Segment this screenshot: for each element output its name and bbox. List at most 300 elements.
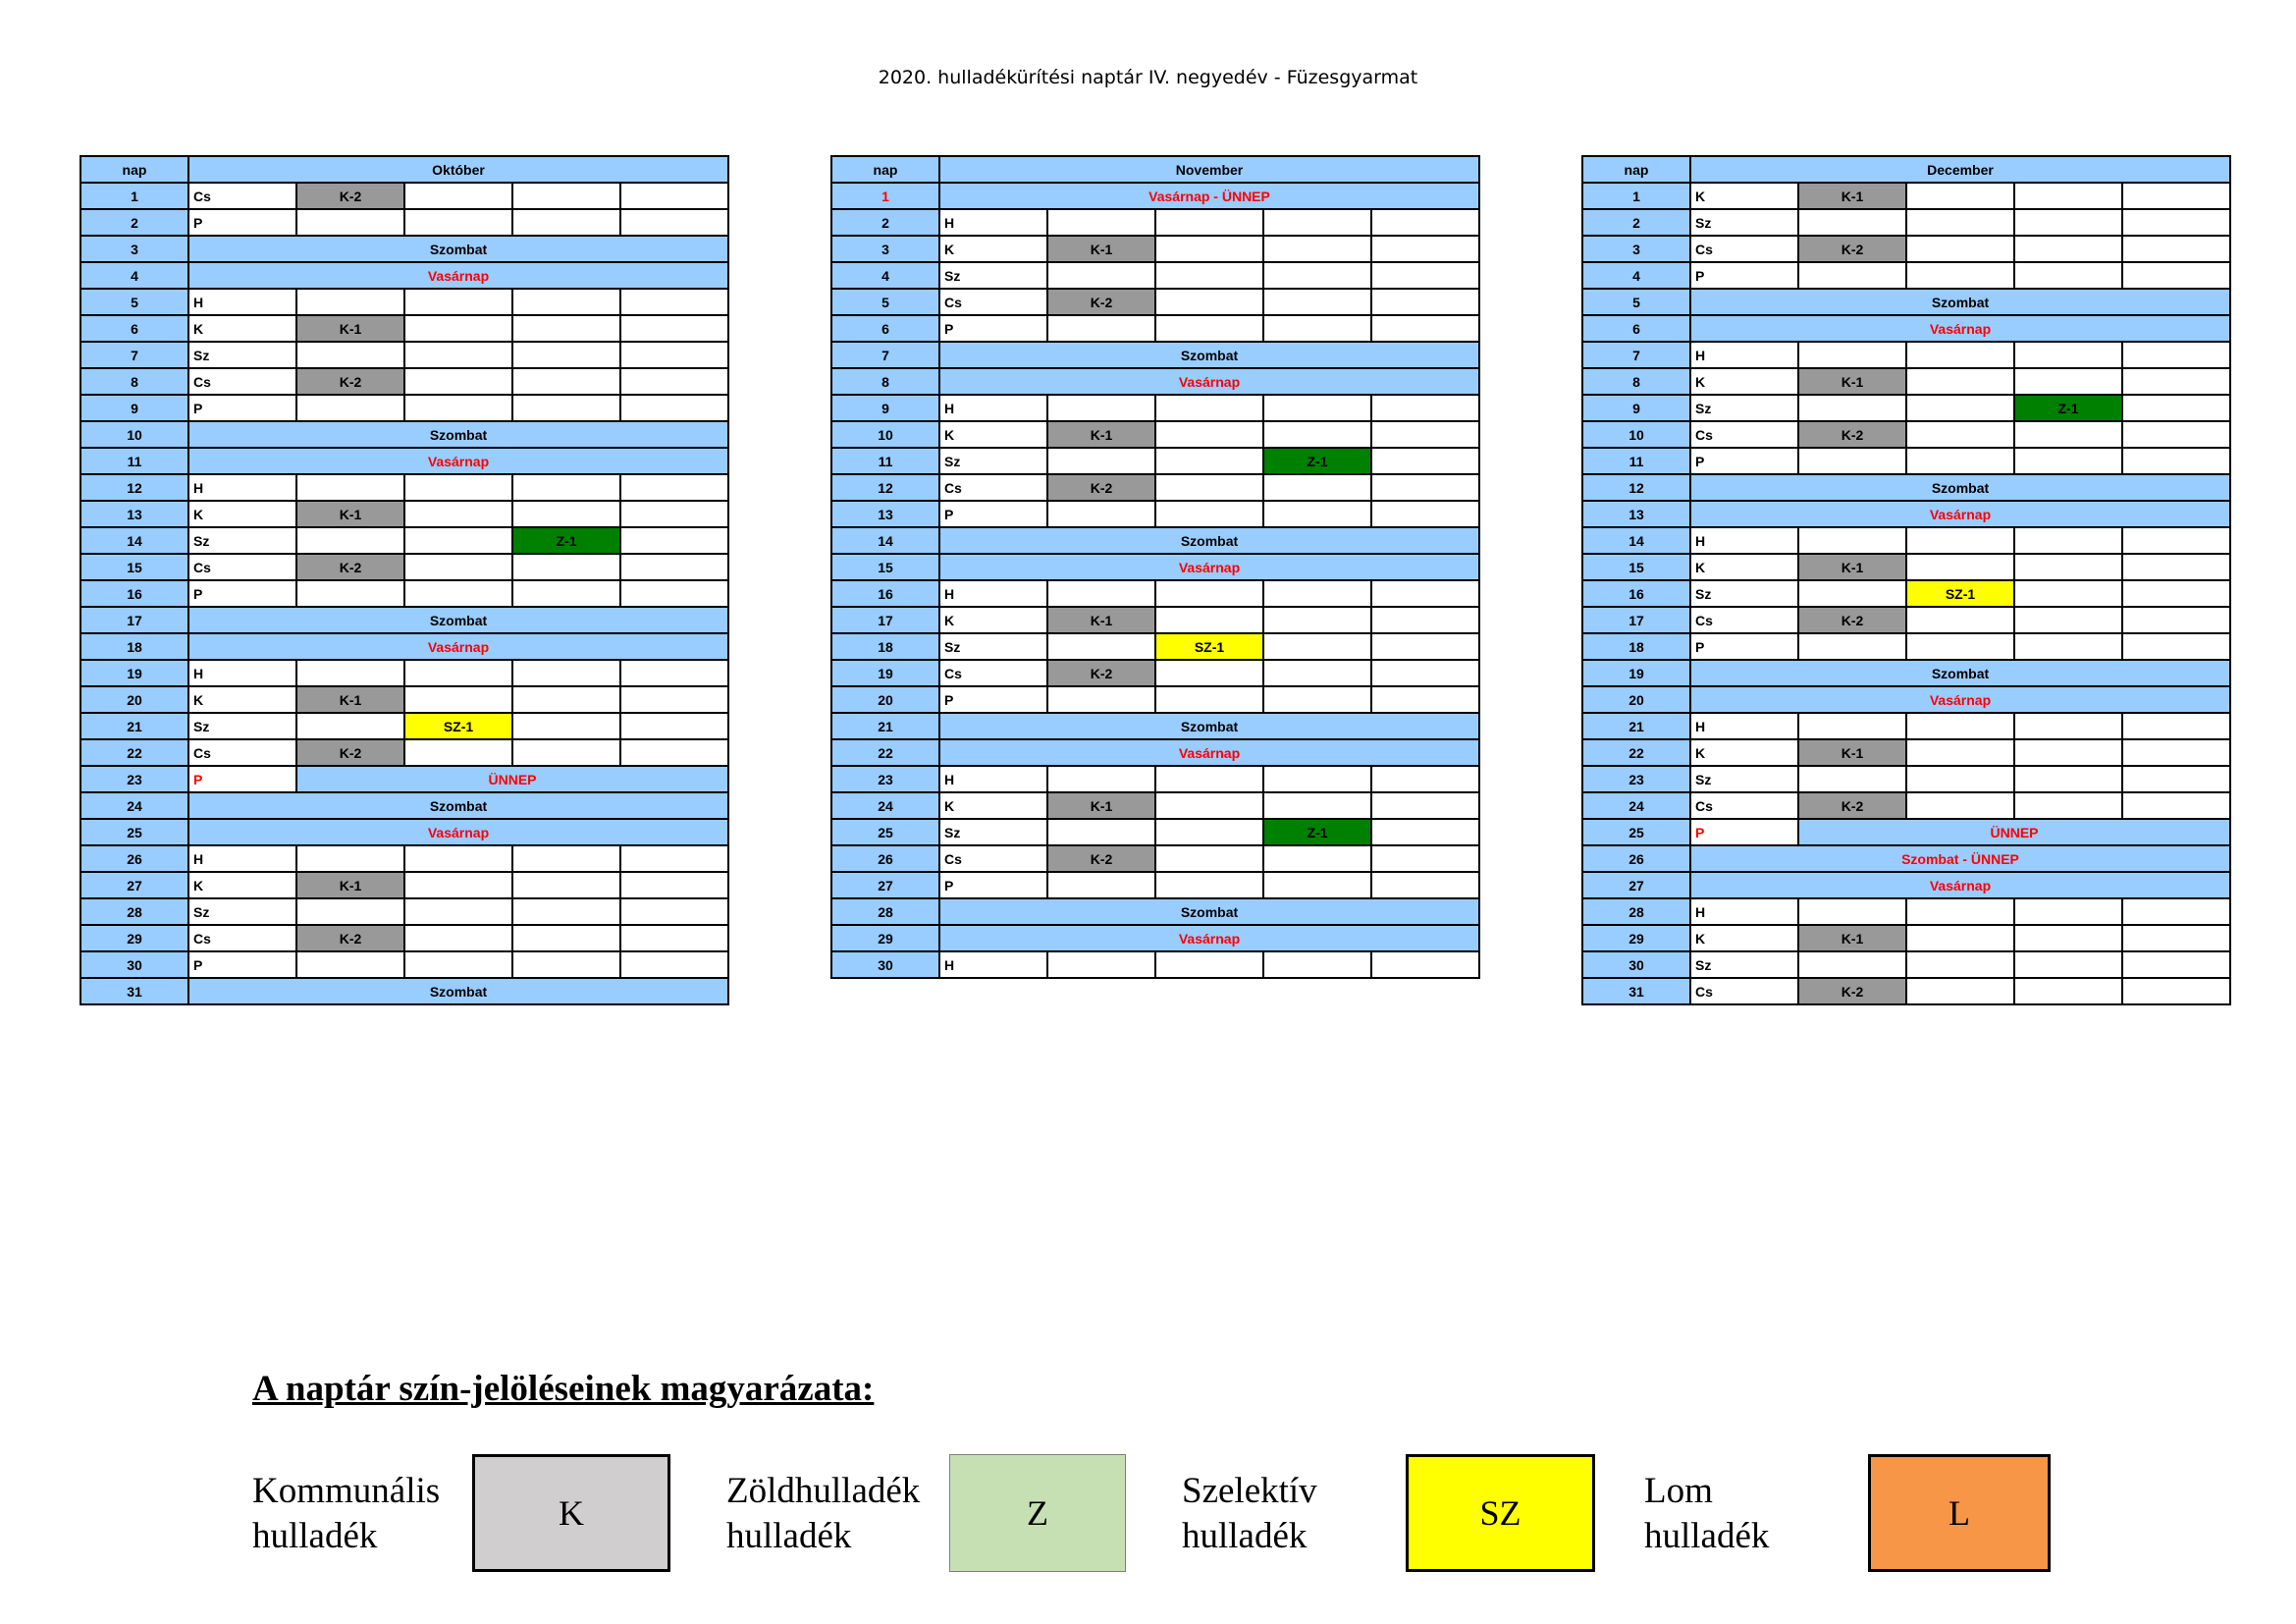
legend-label-lom	[1644, 1469, 1769, 1559]
empty-cell	[2122, 766, 2230, 792]
empty-cell	[404, 739, 512, 766]
day-number: 10	[831, 421, 939, 448]
empty-cell	[512, 289, 620, 315]
day-number: 23	[80, 766, 188, 792]
legend-label-line1: Kommunális	[252, 1471, 441, 1511]
table-row	[1582, 395, 2230, 421]
table-row	[831, 951, 1479, 978]
legend-title: A naptár szín-jelöléseinek magyarázata:	[252, 1369, 875, 1409]
weekday-cell: H	[1690, 713, 1798, 739]
empty-cell	[296, 395, 404, 421]
table-row	[831, 501, 1479, 527]
day-number: 2	[80, 209, 188, 236]
empty-cell	[1047, 872, 1155, 898]
empty-cell	[1155, 448, 1263, 474]
table-row	[1582, 209, 2230, 236]
day-number: 16	[831, 580, 939, 607]
day-number: 31	[1582, 978, 1690, 1004]
table-row	[1582, 527, 2230, 554]
empty-cell	[620, 686, 728, 713]
empty-cell	[404, 501, 512, 527]
page-title: 2020. hulladékürítési naptár IV. negyedév - Füzesgyarmat	[878, 67, 1418, 88]
empty-cell	[404, 660, 512, 686]
weekday-cell: K	[188, 501, 296, 527]
table-row	[831, 236, 1479, 262]
table-row	[80, 289, 728, 315]
weekday-cell: P	[939, 501, 1047, 527]
collection-cell: K-1	[1798, 554, 1906, 580]
table-row	[80, 183, 728, 209]
weekday-cell: H	[939, 209, 1047, 236]
day-number: 22	[831, 739, 939, 766]
empty-cell	[1155, 686, 1263, 713]
weekday-cell: K	[188, 872, 296, 898]
weekday-cell: Sz	[188, 342, 296, 368]
empty-cell	[620, 395, 728, 421]
day-number: 6	[80, 315, 188, 342]
table-row	[831, 898, 1479, 925]
empty-cell	[404, 368, 512, 395]
weekend-holiday-cell: Vasárnap	[1690, 872, 2230, 898]
calendar-november	[830, 155, 1480, 979]
empty-cell	[1155, 289, 1263, 315]
weekday-cell: P	[188, 766, 296, 792]
collection-cell: K-2	[1798, 978, 1906, 1004]
day-number: 28	[1582, 898, 1690, 925]
empty-cell	[2122, 527, 2230, 554]
empty-cell	[1906, 554, 2014, 580]
empty-cell	[1371, 686, 1479, 713]
empty-cell	[1906, 448, 2014, 474]
empty-cell	[1371, 315, 1479, 342]
table-row	[1582, 792, 2230, 819]
empty-cell	[2122, 951, 2230, 978]
weekday-cell: H	[188, 660, 296, 686]
day-number: 28	[80, 898, 188, 925]
weekday-cell: H	[939, 951, 1047, 978]
calendar-october	[80, 155, 729, 1005]
collection-cell: K-1	[1798, 739, 1906, 766]
empty-cell	[2122, 448, 2230, 474]
empty-cell	[1155, 607, 1263, 633]
empty-cell	[1371, 448, 1479, 474]
empty-cell	[512, 342, 620, 368]
collection-cell: K-2	[1798, 607, 1906, 633]
day-number: 16	[1582, 580, 1690, 607]
day-number: 14	[1582, 527, 1690, 554]
empty-cell	[1047, 395, 1155, 421]
collection-cell: K-1	[296, 315, 404, 342]
empty-cell	[620, 368, 728, 395]
empty-cell	[2014, 792, 2122, 819]
table-row	[80, 236, 728, 262]
day-number: 19	[1582, 660, 1690, 686]
day-number: 8	[831, 368, 939, 395]
day-number: 17	[1582, 607, 1690, 633]
legend-label-line1: Szelektív	[1182, 1471, 1317, 1511]
empty-cell	[1906, 262, 2014, 289]
table-row	[831, 580, 1479, 607]
weekday-cell: K	[939, 236, 1047, 262]
empty-cell	[1047, 315, 1155, 342]
empty-cell	[404, 845, 512, 872]
empty-cell	[1798, 951, 1906, 978]
weekend-holiday-cell: Szombat	[939, 898, 1479, 925]
empty-cell	[2014, 739, 2122, 766]
weekend-holiday-cell: Szombat	[188, 978, 728, 1004]
empty-cell	[1263, 236, 1371, 262]
collection-cell: K-1	[296, 686, 404, 713]
table-row	[80, 262, 728, 289]
table-row	[1582, 686, 2230, 713]
table-row	[80, 686, 728, 713]
day-number: 5	[80, 289, 188, 315]
empty-cell	[404, 289, 512, 315]
day-number: 23	[1582, 766, 1690, 792]
empty-cell	[512, 554, 620, 580]
legend-label-line2: hulladék	[726, 1516, 852, 1556]
empty-cell	[1155, 872, 1263, 898]
empty-cell	[1263, 315, 1371, 342]
weekday-cell: K	[939, 421, 1047, 448]
collection-cell: K-2	[1798, 792, 1906, 819]
empty-cell	[620, 951, 728, 978]
empty-cell	[1263, 660, 1371, 686]
table-row	[1582, 978, 2230, 1004]
day-number: 27	[1582, 872, 1690, 898]
day-number: 1	[831, 183, 939, 209]
empty-cell	[2122, 368, 2230, 395]
weekday-cell: Sz	[939, 448, 1047, 474]
weekday-cell: P	[1690, 633, 1798, 660]
weekday-cell: H	[939, 766, 1047, 792]
collection-cell: K-1	[1798, 925, 1906, 951]
table-row	[80, 580, 728, 607]
weekday-cell: K	[939, 792, 1047, 819]
empty-cell	[1263, 209, 1371, 236]
empty-cell	[1906, 421, 2014, 448]
empty-cell	[620, 925, 728, 951]
day-number: 30	[1582, 951, 1690, 978]
empty-cell	[1906, 395, 2014, 421]
empty-cell	[2122, 342, 2230, 368]
table-row	[80, 713, 728, 739]
legend-label-line1: Zöldhulladék	[726, 1471, 921, 1511]
empty-cell	[404, 342, 512, 368]
table-row	[1582, 872, 2230, 898]
collection-cell: K-1	[1047, 236, 1155, 262]
legend-label-line2: hulladék	[1182, 1516, 1308, 1556]
weekday-cell: P	[188, 209, 296, 236]
weekend-holiday-cell: Vasárnap	[1690, 501, 2230, 527]
empty-cell	[1371, 395, 1479, 421]
empty-cell	[1906, 766, 2014, 792]
day-number: 6	[831, 315, 939, 342]
table-row	[831, 342, 1479, 368]
empty-cell	[2122, 421, 2230, 448]
empty-cell	[512, 474, 620, 501]
empty-cell	[1371, 474, 1479, 501]
weekday-cell: Sz	[1690, 209, 1798, 236]
weekend-holiday-cell: Vasárnap	[188, 448, 728, 474]
day-number: 27	[831, 872, 939, 898]
weekday-cell: H	[939, 580, 1047, 607]
table-row	[80, 739, 728, 766]
table-row	[80, 209, 728, 236]
empty-cell	[2014, 448, 2122, 474]
day-number: 2	[831, 209, 939, 236]
day-number: 30	[831, 951, 939, 978]
table-row	[80, 315, 728, 342]
day-number: 25	[1582, 819, 1690, 845]
empty-cell	[2014, 978, 2122, 1004]
empty-cell	[512, 686, 620, 713]
empty-cell	[620, 660, 728, 686]
empty-cell	[512, 660, 620, 686]
empty-cell	[1263, 262, 1371, 289]
empty-cell	[1263, 633, 1371, 660]
table-row	[80, 474, 728, 501]
weekday-cell: H	[188, 289, 296, 315]
legend-box-sz: SZ	[1406, 1454, 1595, 1572]
table-row	[831, 660, 1479, 686]
collection-cell: K-2	[1047, 289, 1155, 315]
table-row	[1582, 766, 2230, 792]
collection-cell: Z-1	[512, 527, 620, 554]
empty-cell	[2014, 607, 2122, 633]
empty-cell	[620, 580, 728, 607]
weekday-cell: Cs	[1690, 978, 1798, 1004]
table-row	[80, 448, 728, 474]
empty-cell	[620, 527, 728, 554]
empty-cell	[1047, 262, 1155, 289]
weekday-cell: Cs	[939, 474, 1047, 501]
calendar-december	[1581, 155, 2231, 1005]
empty-cell	[1906, 978, 2014, 1004]
empty-cell	[1798, 342, 1906, 368]
empty-cell	[2014, 580, 2122, 607]
table-row	[80, 342, 728, 368]
table-row	[1582, 607, 2230, 633]
weekday-cell: K	[188, 686, 296, 713]
table-row	[831, 819, 1479, 845]
empty-cell	[1371, 421, 1479, 448]
month-name: Október	[188, 156, 728, 183]
empty-cell	[2122, 580, 2230, 607]
table-row	[80, 925, 728, 951]
weekday-cell: H	[1690, 898, 1798, 925]
table-row	[831, 395, 1479, 421]
empty-cell	[1263, 845, 1371, 872]
table-row	[831, 713, 1479, 739]
empty-cell	[1155, 421, 1263, 448]
nap-header: nap	[80, 156, 188, 183]
weekday-cell: Sz	[188, 898, 296, 925]
day-number: 4	[1582, 262, 1690, 289]
header-row	[1582, 156, 2230, 183]
day-number: 26	[80, 845, 188, 872]
table-row	[1582, 183, 2230, 209]
legend-box-l: L	[1868, 1454, 2051, 1572]
empty-cell	[620, 501, 728, 527]
empty-cell	[1047, 633, 1155, 660]
empty-cell	[2122, 554, 2230, 580]
table-row	[831, 633, 1479, 660]
empty-cell	[1263, 395, 1371, 421]
day-number: 18	[80, 633, 188, 660]
empty-cell	[1906, 792, 2014, 819]
header-row	[831, 156, 1479, 183]
empty-cell	[1263, 792, 1371, 819]
table-row	[831, 925, 1479, 951]
table-row	[831, 209, 1479, 236]
weekday-cell: Sz	[1690, 766, 1798, 792]
empty-cell	[1047, 501, 1155, 527]
day-number: 4	[80, 262, 188, 289]
weekend-holiday-cell: Vasárnap	[939, 554, 1479, 580]
day-number: 2	[1582, 209, 1690, 236]
table-row	[1582, 660, 2230, 686]
day-number: 5	[831, 289, 939, 315]
empty-cell	[1906, 209, 2014, 236]
collection-cell: SZ-1	[1906, 580, 2014, 607]
weekend-holiday-cell: Szombat	[188, 607, 728, 633]
empty-cell	[1371, 845, 1479, 872]
empty-cell	[1371, 872, 1479, 898]
day-number: 19	[80, 660, 188, 686]
collection-cell: K-1	[1798, 368, 1906, 395]
weekday-cell: H	[188, 474, 296, 501]
empty-cell	[512, 951, 620, 978]
empty-cell	[1371, 501, 1479, 527]
empty-cell	[1047, 209, 1155, 236]
empty-cell	[512, 739, 620, 766]
empty-cell	[1798, 713, 1906, 739]
weekday-cell: P	[188, 580, 296, 607]
weekday-cell: H	[939, 395, 1047, 421]
empty-cell	[1798, 262, 1906, 289]
empty-cell	[1906, 183, 2014, 209]
weekend-holiday-cell: Vasárnap	[1690, 315, 2230, 342]
empty-cell	[1155, 395, 1263, 421]
empty-cell	[512, 872, 620, 898]
collection-cell: SZ-1	[404, 713, 512, 739]
table-row	[831, 686, 1479, 713]
day-number: 25	[831, 819, 939, 845]
empty-cell	[1371, 580, 1479, 607]
empty-cell	[620, 183, 728, 209]
day-number: 7	[80, 342, 188, 368]
weekday-cell: Sz	[188, 527, 296, 554]
day-number: 14	[831, 527, 939, 554]
day-number: 12	[831, 474, 939, 501]
table-row	[1582, 289, 2230, 315]
empty-cell	[1371, 766, 1479, 792]
collection-cell: K-2	[296, 554, 404, 580]
empty-cell	[296, 580, 404, 607]
weekend-holiday-cell: Szombat	[1690, 474, 2230, 501]
empty-cell	[1906, 739, 2014, 766]
weekday-cell: K	[1690, 554, 1798, 580]
collection-cell: K-2	[296, 183, 404, 209]
empty-cell	[1371, 209, 1479, 236]
empty-cell	[1371, 792, 1479, 819]
empty-cell	[1798, 898, 1906, 925]
day-number: 7	[831, 342, 939, 368]
weekday-cell: Cs	[1690, 421, 1798, 448]
weekday-cell: Sz	[939, 633, 1047, 660]
empty-cell	[2014, 898, 2122, 925]
legend-label-line2: hulladék	[1644, 1516, 1770, 1556]
weekday-cell: P	[939, 686, 1047, 713]
empty-cell	[404, 872, 512, 898]
day-number: 4	[831, 262, 939, 289]
day-number: 9	[80, 395, 188, 421]
empty-cell	[296, 342, 404, 368]
empty-cell	[1798, 395, 1906, 421]
day-number: 19	[831, 660, 939, 686]
empty-cell	[1155, 209, 1263, 236]
empty-cell	[2122, 633, 2230, 660]
empty-cell	[296, 209, 404, 236]
weekend-holiday-cell: Vasárnap	[188, 262, 728, 289]
day-number: 18	[1582, 633, 1690, 660]
empty-cell	[2122, 792, 2230, 819]
weekday-cell: P	[1690, 448, 1798, 474]
table-row	[831, 262, 1479, 289]
empty-cell	[1263, 580, 1371, 607]
table-row	[80, 368, 728, 395]
table-row	[831, 474, 1479, 501]
weekend-holiday-cell: Szombat	[939, 713, 1479, 739]
collection-cell: K-1	[1047, 607, 1155, 633]
weekday-cell: H	[188, 845, 296, 872]
empty-cell	[1906, 951, 2014, 978]
table-row	[1582, 368, 2230, 395]
empty-cell	[1906, 898, 2014, 925]
empty-cell	[2122, 925, 2230, 951]
empty-cell	[1155, 236, 1263, 262]
empty-cell	[1047, 580, 1155, 607]
empty-cell	[620, 898, 728, 925]
empty-cell	[2014, 633, 2122, 660]
table-row	[831, 766, 1479, 792]
empty-cell	[1906, 713, 2014, 739]
collection-cell: K-1	[1798, 183, 1906, 209]
empty-cell	[1906, 527, 2014, 554]
legend-label-kommunalis	[252, 1469, 440, 1559]
weekday-cell: K	[1690, 925, 1798, 951]
table-row	[831, 527, 1479, 554]
empty-cell	[2014, 713, 2122, 739]
table-row	[1582, 262, 2230, 289]
day-number: 15	[1582, 554, 1690, 580]
empty-cell	[296, 845, 404, 872]
empty-cell	[404, 898, 512, 925]
collection-cell: Z-1	[1263, 448, 1371, 474]
empty-cell	[2014, 209, 2122, 236]
weekday-cell: Sz	[188, 713, 296, 739]
empty-cell	[1263, 289, 1371, 315]
weekday-cell: P	[939, 315, 1047, 342]
empty-cell	[1798, 766, 1906, 792]
day-number: 21	[1582, 713, 1690, 739]
empty-cell	[1263, 501, 1371, 527]
collection-cell: K-2	[296, 739, 404, 766]
day-number: 15	[80, 554, 188, 580]
empty-cell	[620, 315, 728, 342]
table-row	[80, 554, 728, 580]
